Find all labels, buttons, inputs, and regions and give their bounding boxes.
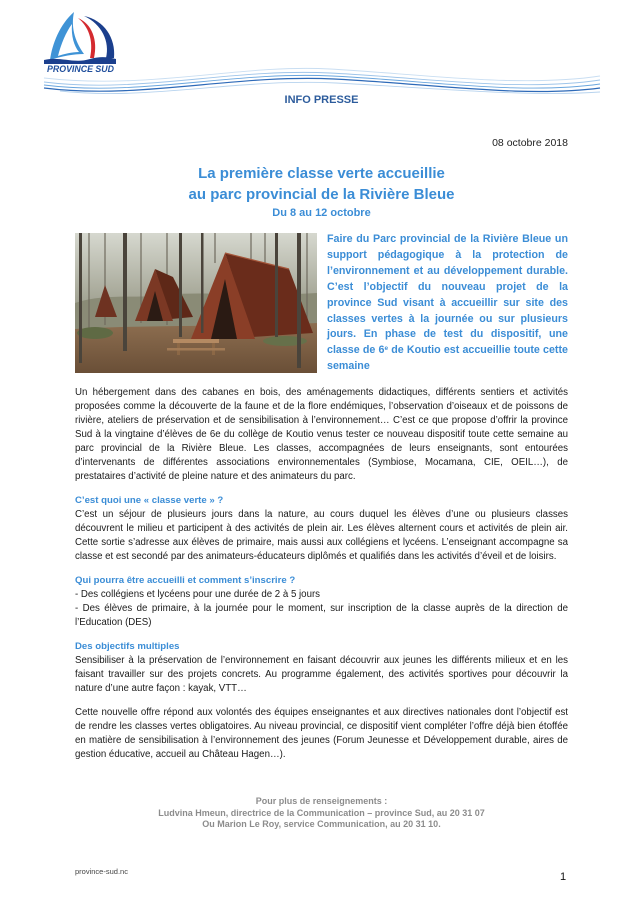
photo-cabins — [75, 233, 317, 373]
section-paragraph-classe-verte: C’est un séjour de plusieurs jours dans la nature, au cours duquel les élèves d’une ou plusieurs classes découvrent le milieu et participent à des activités de plein air. Les élèves alternent cours et activités de plein air. Cette sortie s’adresse aux élèves de primaire, mais aussi aux collégiens et lycéens. L’enseignant accompagne sa classe et est secondé par des animateurs-éducateurs diplômés et qualifiés dans les activités d’éveil et de loisirs. — [75, 509, 568, 562]
footer-website: province-sud.nc — [75, 867, 128, 876]
title-line-2: au parc provincial de la Rivière Bleue — [188, 186, 455, 203]
logo-wordmark: PROVINCE SUD — [47, 64, 114, 74]
press-title — [0, 163, 643, 221]
contact-person-2: Ou Marion Le Roy, service Communication, au 20 31 10. — [202, 819, 441, 830]
list-item: - Des élèves de primaire, à la journée pour le moment, sur inscription de la classe auprès de la direction de l’Education (DES) — [75, 603, 568, 628]
section-heading-objectifs: Des objectifs multiples — [75, 641, 180, 652]
lead-superscript: e — [384, 345, 389, 353]
list-item: - Des collégiens et lycéens pour une durée de 2 à 5 jours — [75, 589, 321, 600]
lead-text-end: de Koutio est accueillie toute cette semaine — [327, 344, 568, 373]
section-paragraph-objectifs: Sensibiliser à la préservation de l’environnement en faisant découvrir aux jeunes les différents milieux et en les faisant travailler sur des projets concrets. Au programme également, des activités sportives pour découvrir la nature d’une autre façon : kayak, VTT… — [75, 655, 568, 694]
lead-text: Faire du Parc provincial de la Rivière Bleue un support pédagogique à la protection de l’environnement et au développement durable. C’est l’objectif du nouveau projet de la province Sud visant à accueillir sur site des classes vertes à la journée ou sur plusieurs jours. En phase de test du dispositif, une classe de 6 — [327, 233, 568, 357]
intro-paragraph: Un hébergement dans des cabanes en bois, des aménagements didactiques, différents sentiers et activités proposées comme la découverte de la faune et de la flore endémiques, l’observation d’oiseaux et de poissons de rivière, ateliers de préservation et de sensibilisation à l’environnement… C’est ce que propose d’offrir la province Sud à la vingtaine d’élèves de 6e du collège de Koutio venus tester ce nouveau dispositif toute cette semaine au parc provincial de la Rivière Bleue. Les classes, accompagnées de leurs enseignants, sont entourées d’intervenants de différentes associations environnementales (Symbiose, Mocamana, CIE, OEIL…), de prestataires d’activité de pleine nature et des animateurs du parc. — [75, 387, 568, 482]
page-number: 1 — [560, 871, 567, 883]
info-presse-label: INFO PRESSE — [284, 94, 359, 106]
province-sud-logo — [44, 10, 116, 64]
header-wave-lines — [0, 60, 643, 98]
contact-heading: Pour plus de renseignements : — [255, 796, 388, 806]
contact-block — [0, 796, 643, 831]
article-body — [75, 386, 568, 772]
closing-paragraph: Cette nouvelle offre répond aux volontés des équipes enseignantes et aux directives nationales dont l’objectif est de rendre les classes vertes obligatoires. Au niveau provincial, ce dispositif vient compléter l’offre déjà bien étoffée en matière de sensibilisation à l’environnement des jeunes (Forum Jeunesse et Développement durable, aires de gestion éducative, accueil au Château Hagen…). — [75, 707, 568, 760]
title-line-1: La première classe verte accueillie — [198, 165, 445, 182]
title-dates: Du 8 au 12 octobre — [272, 207, 371, 219]
release-date: 08 octobre 2018 — [492, 137, 568, 149]
section-heading-classe-verte: C’est quoi une « classe verte » ? — [75, 495, 224, 506]
lead-paragraph — [327, 232, 568, 375]
section-heading-inscription: Qui pourra être accueilli et comment s’inscrire ? — [75, 575, 296, 586]
contact-person-1: Ludvina Hmeun, directrice de la Communication – province Sud, au 20 31 07 — [158, 807, 485, 818]
